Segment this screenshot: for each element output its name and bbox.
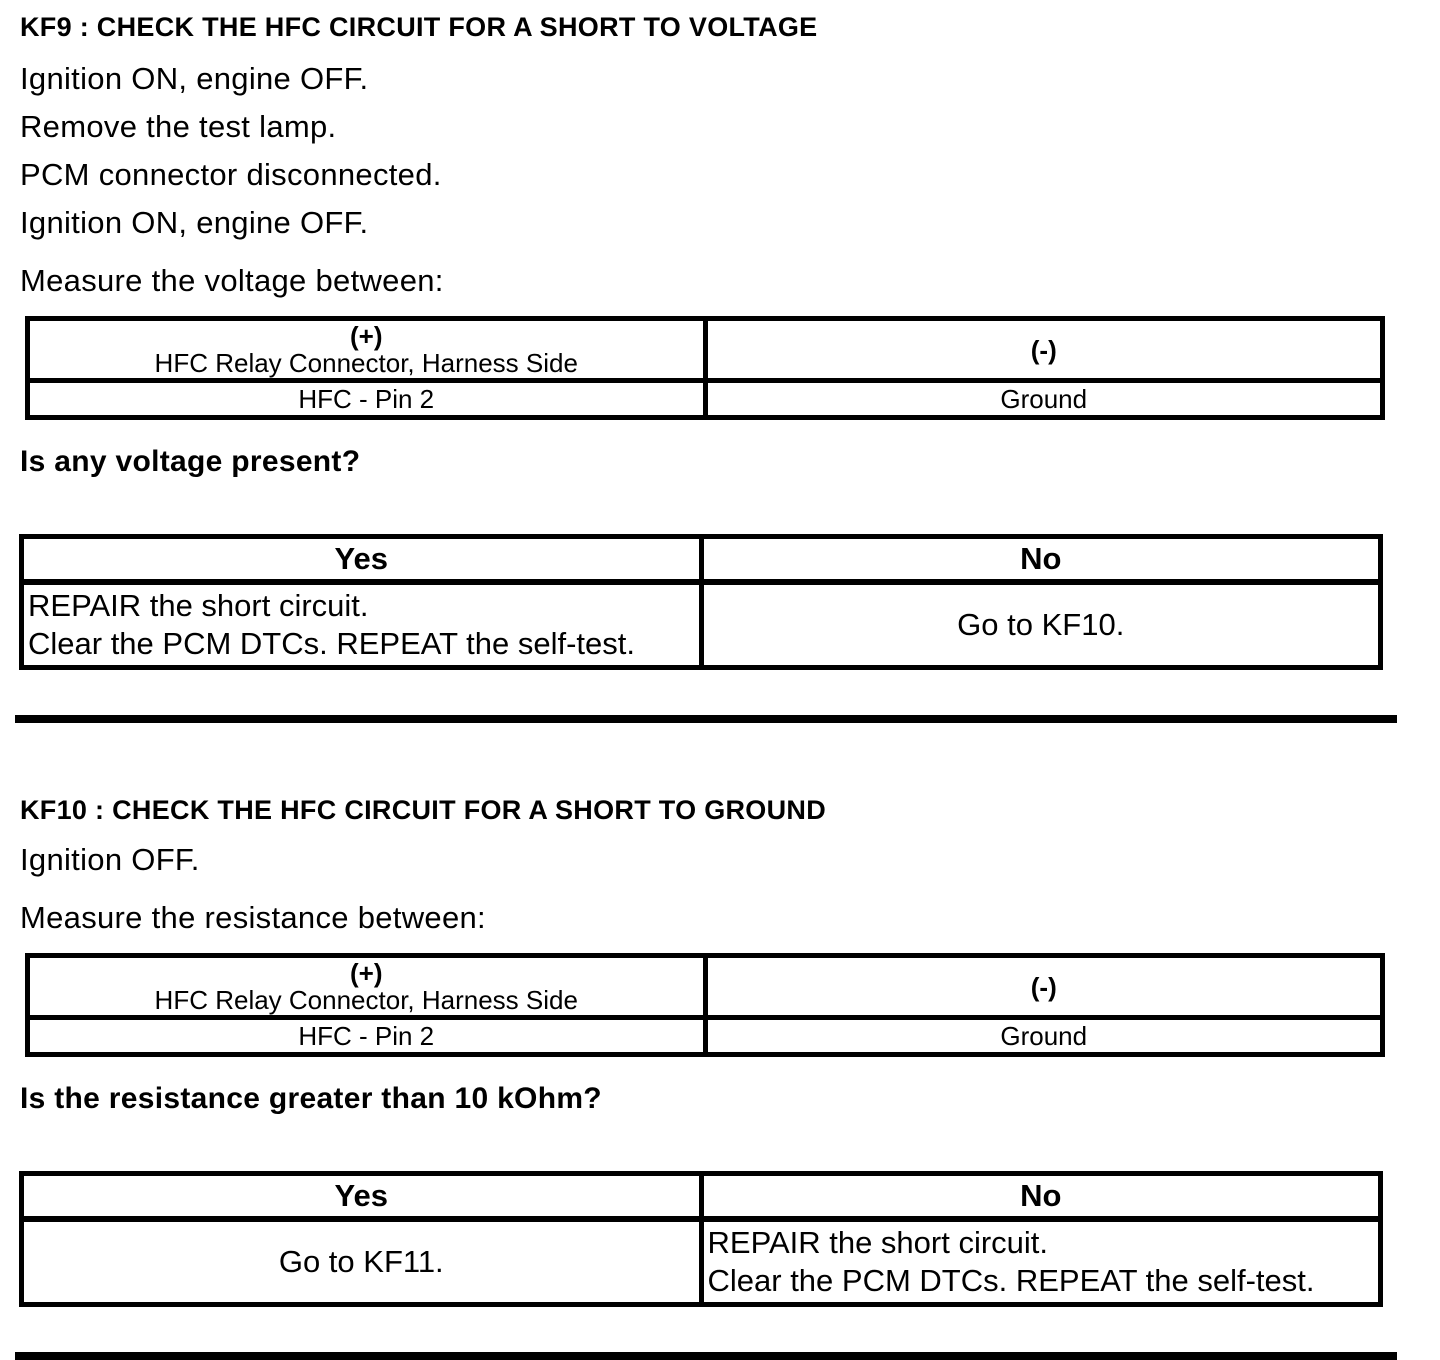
polarity-plus-label: (+): [350, 958, 383, 988]
measurement-table-kf9: [25, 316, 1385, 420]
section-kf10: [20, 795, 1420, 1307]
no-header-cell: No: [701, 537, 1381, 583]
decision-header-row: [22, 537, 1381, 583]
no-action-cell: [701, 1219, 1381, 1305]
minus-header-cell: [705, 319, 1383, 381]
yes-action-cell: [22, 1219, 702, 1305]
no-action-cell: [701, 582, 1381, 668]
measurement-point-plus: HFC - Pin 2: [28, 381, 706, 418]
decision-header-row: [22, 1174, 1381, 1220]
action-line: Go to KF11.: [278, 1244, 444, 1279]
section-kf9-title: KF9 : CHECK THE HFC CIRCUIT FOR A SHORT TO VOLTAGE: [20, 12, 818, 42]
measurement-table-kf10: [25, 953, 1385, 1057]
action-line: REPAIR the short circuit.: [28, 588, 369, 623]
section-divider-rule: [15, 715, 1397, 723]
instruction-line: Measure the resistance between:: [20, 900, 486, 935]
page-bottom-rule: [15, 1352, 1397, 1360]
measurement-header-row: [28, 956, 1383, 1018]
decision-question: Is any voltage present?: [20, 445, 361, 478]
instruction-line: Ignition ON, engine OFF.: [20, 61, 369, 96]
decision-body-row: [22, 582, 1381, 668]
action-line: REPAIR the short circuit.: [707, 1225, 1049, 1260]
connector-location-label: HFC Relay Connector, Harness Side: [154, 348, 578, 378]
section-kf10-title: KF10 : CHECK THE HFC CIRCUIT FOR A SHORT TO GROUND: [20, 795, 827, 825]
measurement-point-minus: Ground: [705, 1018, 1383, 1055]
instruction-line: Measure the voltage between:: [20, 263, 444, 298]
action-line: Clear the PCM DTCs. REPEAT the self-test.: [707, 1263, 1315, 1298]
instruction-line: PCM connector disconnected.: [20, 157, 442, 192]
decision-table-kf10: [19, 1171, 1383, 1307]
decision-body-row: [22, 1219, 1381, 1305]
measurement-data-row: [28, 1018, 1383, 1055]
instruction-line: Ignition ON, engine OFF.: [20, 205, 369, 240]
polarity-plus-label: (+): [350, 321, 383, 351]
minus-header-cell: [705, 956, 1383, 1018]
decision-table-kf9: [19, 534, 1383, 670]
measurement-data-row: [28, 381, 1383, 418]
action-line: Clear the PCM DTCs. REPEAT the self-test.: [28, 626, 635, 661]
instruction-line: Ignition OFF.: [20, 842, 200, 877]
action-line: Go to KF10.: [957, 607, 1125, 642]
decision-question: Is the resistance greater than 10 kOhm?: [20, 1082, 602, 1115]
instruction-line: Remove the test lamp.: [20, 109, 337, 144]
plus-header-cell: [28, 956, 706, 1018]
polarity-minus-label: (-): [1030, 334, 1057, 365]
yes-header-cell: Yes: [22, 1174, 702, 1220]
section-kf9: [20, 12, 1420, 670]
connector-location-label: HFC Relay Connector, Harness Side: [154, 985, 578, 1015]
no-header-cell: No: [701, 1174, 1381, 1220]
measurement-header-row: [28, 319, 1383, 381]
yes-header-cell: Yes: [22, 537, 702, 583]
polarity-minus-label: (-): [1030, 971, 1057, 1002]
yes-action-cell: [22, 582, 702, 668]
measurement-point-minus: Ground: [705, 381, 1383, 418]
measurement-point-plus: HFC - Pin 2: [28, 1018, 706, 1055]
plus-header-cell: [28, 319, 706, 381]
